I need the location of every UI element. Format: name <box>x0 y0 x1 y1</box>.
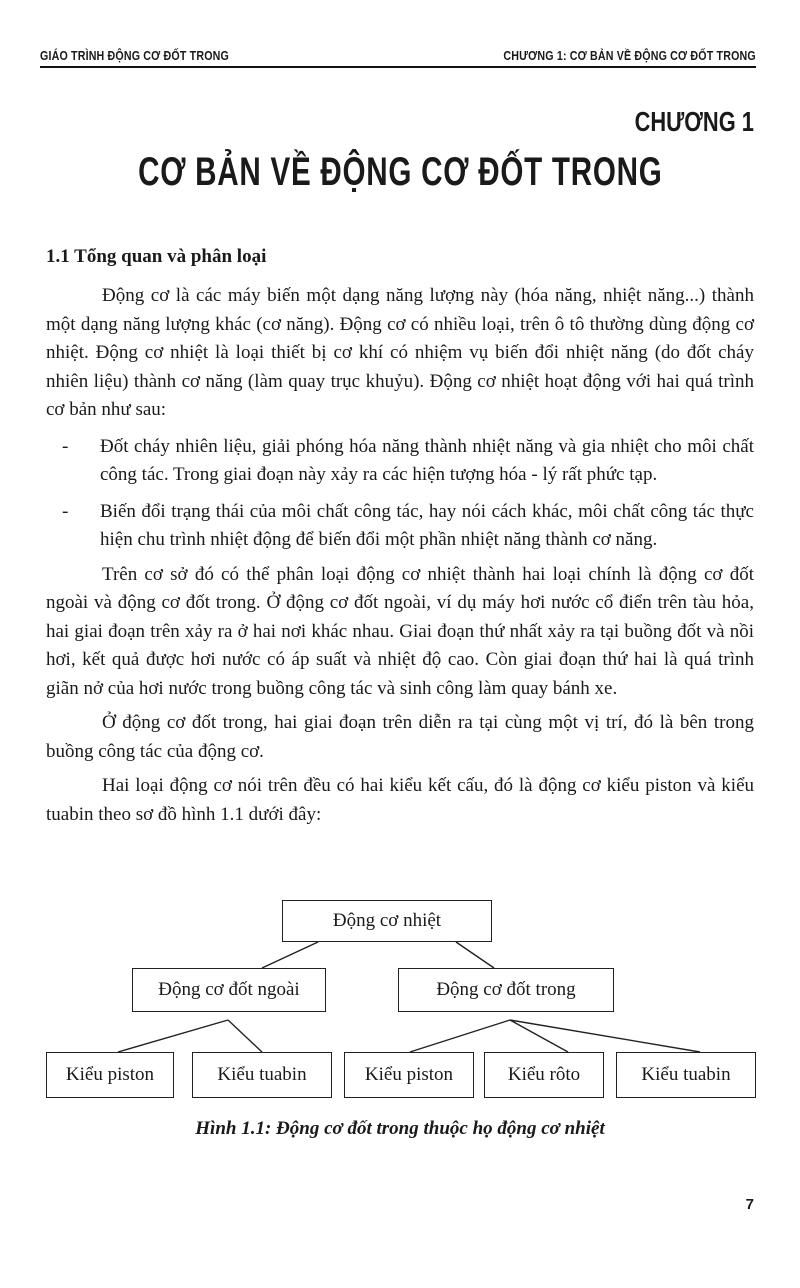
paragraph-2: Trên cơ sở đó có thể phân loại động cơ nhiệt thành hai loại chính là động cơ đốt ngoài và động cơ đốt trong. Ở động cơ đốt ngoài, ví dụ máy hơi nước cổ điển trên tàu hỏa, hai giai đoạn trên xảy ra ở hai nơi khác nhau. Giai đoạn thứ nhất xảy ra tại buồng đốt và nồi hơi, kết quả được hơi nước có áp suất và nhiệt độ cao. Còn giai đoạn thứ hai là quá trình giãn nở của hơi nước trong buồng công tác và sinh công làm quay bánh xe. <box>46 563 754 699</box>
page-number: 7 <box>745 1196 754 1213</box>
connector-line <box>118 1020 228 1052</box>
bullet-text: Đốt cháy nhiên liệu, giải phóng hóa năng thành nhiệt năng và gia nhiệt cho môi chất công tác. Trong giai đoạn này xảy ra các hiện tượng hóa - lý rất phức tạp. <box>100 435 754 485</box>
paragraph-1: Động cơ là các máy biến một dạng năng lượng này (hóa năng, nhiệt năng...) thành một dạng năng lượng khác (cơ năng). Động cơ có nhiều loại, trên ô tô thường dùng động cơ nhiệt. Động cơ nhiệt là loại thiết bị cơ khí có nhiệm vụ biến đổi nhiệt năng (do đốt cháy nhiên liệu) thành cơ năng (làm quay trục khuỷu). Động cơ nhiệt hoạt động với hai quá trình cơ bản như sau: <box>46 285 754 420</box>
connector-line <box>262 942 318 968</box>
classification-diagram <box>0 896 800 1106</box>
paragraph-4: Hai loại động cơ nói trên đều có hai kiểu kết cấu, đó là động cơ kiểu piston và kiểu tuabin theo sơ đồ hình 1.1 dưới đây: <box>46 775 754 825</box>
box-heat-engine: Động cơ nhiệt <box>282 900 492 942</box>
paragraph-3: Ở động cơ đốt trong, hai giai đoạn trên diễn ra tại cùng một vị trí, đó là bên trong buồng công tác của động cơ. <box>46 712 754 762</box>
box-internal-rotor: Kiểu rôto <box>484 1052 604 1098</box>
box-external-combustion: Động cơ đốt ngoài <box>132 968 326 1012</box>
box-external-piston: Kiểu piston <box>46 1052 174 1098</box>
header-book-title: GIÁO TRÌNH ĐỘNG CƠ ĐỐT TRONG <box>40 48 229 63</box>
connector-line <box>410 1020 510 1052</box>
figure-caption: Hình 1.1: Động cơ đốt trong thuộc họ động cơ nhiệt <box>195 1118 605 1139</box>
chapter-title-text: CƠ BẢN VỀ ĐỘNG CƠ ĐỐT TRONG <box>137 150 663 194</box>
box-internal-combustion: Động cơ đốt trong <box>398 968 614 1012</box>
bullet-dash: - <box>62 500 69 522</box>
chapter-title <box>0 150 800 195</box>
box-internal-piston: Kiểu piston <box>344 1052 474 1098</box>
connector-line <box>228 1020 262 1052</box>
running-header <box>40 44 756 68</box>
chapter-label: CHƯƠNG 1 <box>634 106 754 137</box>
bullet-text: Biến đổi trạng thái của môi chất công tác, hay nói cách khác, môi chất công tác thực hiện chu trình nhiệt động để biến đổi một phần nhiệt năng thành cơ năng. <box>100 500 754 550</box>
bullet-item <box>46 433 754 490</box>
bullet-item <box>46 498 754 555</box>
box-external-turbine: Kiểu tuabin <box>192 1052 332 1098</box>
connector-line <box>456 942 494 968</box>
box-internal-turbine: Kiểu tuabin <box>616 1052 756 1098</box>
bullet-list <box>46 433 754 555</box>
section-heading: 1.1 Tổng quan và phân loại <box>46 246 267 267</box>
bullet-dash: - <box>62 435 69 457</box>
header-chapter-title: CHƯƠNG 1: CƠ BẢN VỀ ĐỘNG CƠ ĐỐT TRONG <box>503 48 756 63</box>
body-text <box>46 282 754 829</box>
